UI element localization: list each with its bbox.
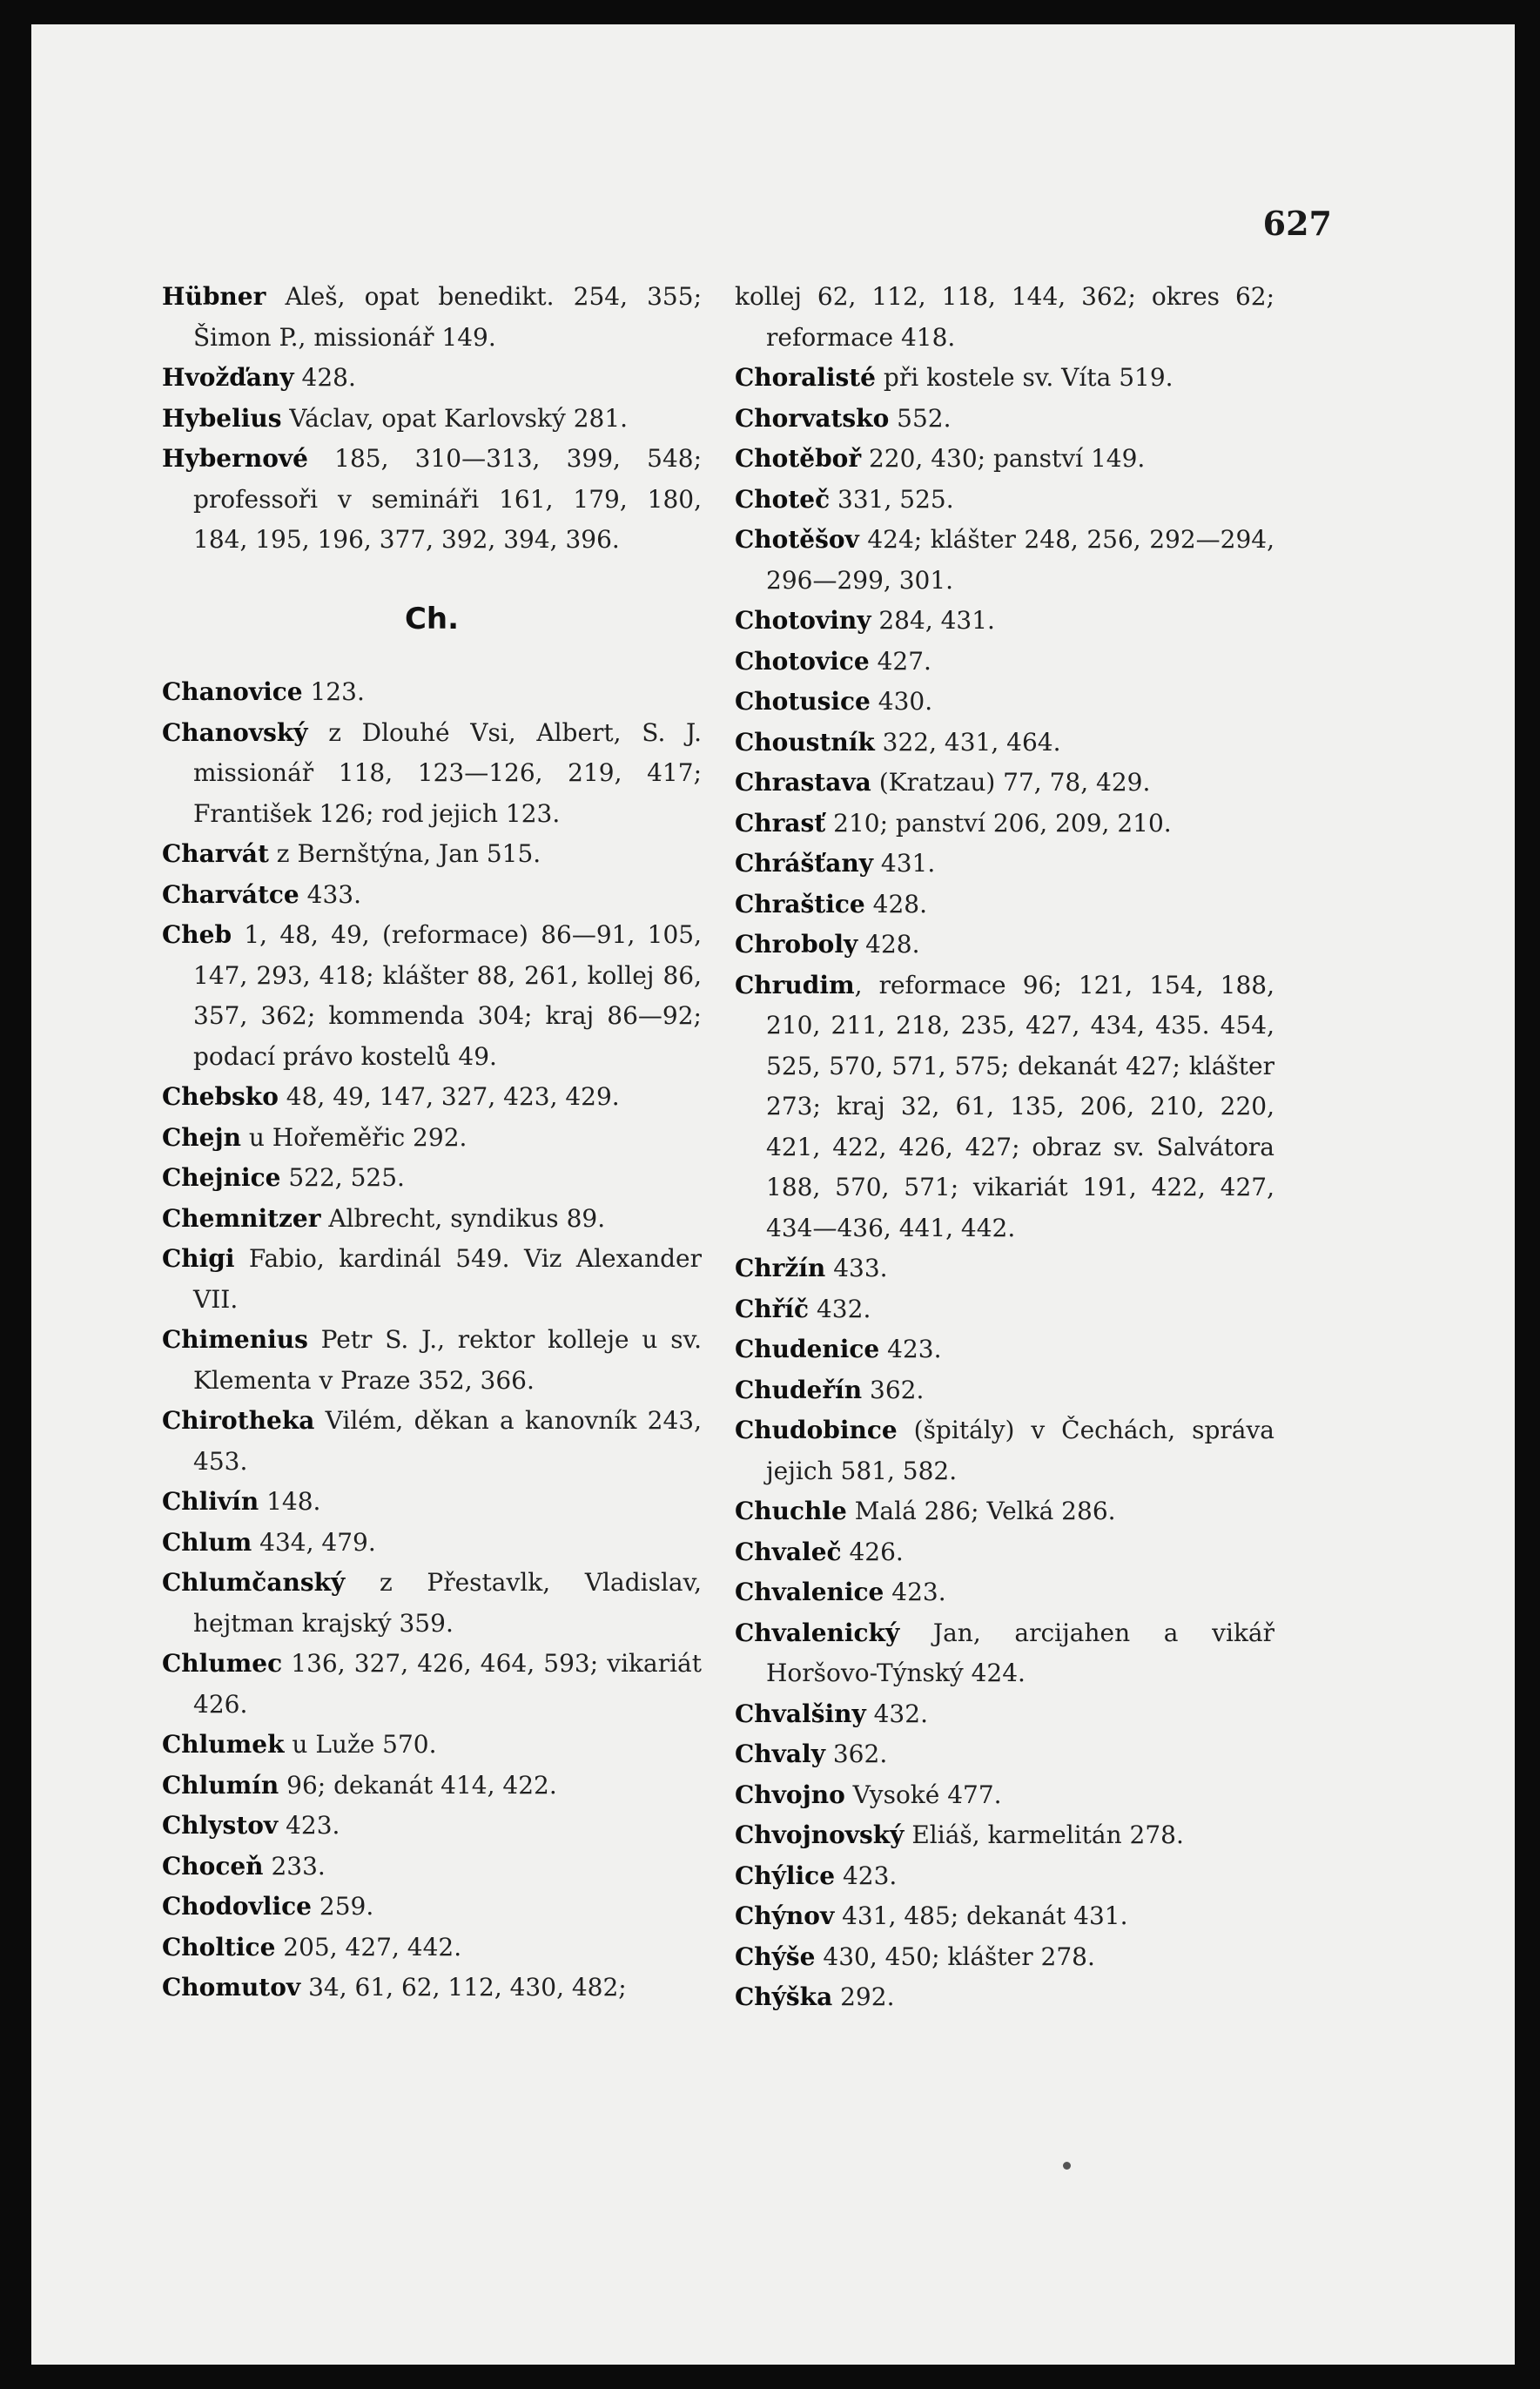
entry-references: 428.: [293, 363, 356, 392]
index-entry: [735, 520, 1274, 601]
entry-headword: Hübner: [162, 282, 266, 311]
entry-references: 433.: [299, 879, 361, 909]
entry-headword: Chotovice: [735, 646, 870, 676]
entry-headword: Chodovlice: [162, 1892, 312, 1921]
entry-headword: Hybernové: [162, 444, 308, 473]
entry-references: 428.: [864, 889, 927, 919]
index-entry: [162, 1887, 702, 1928]
index-entry: [162, 1239, 702, 1320]
entry-references: Petr S. J., rektor kolleje u sv. Klementa v Praze 352, 366.: [193, 1325, 702, 1395]
entry-references: 423.: [884, 1578, 946, 1606]
entry-headword: Chýlice: [735, 1861, 836, 1890]
index-entry: [162, 1199, 702, 1240]
entry-references: kollej 62, 112, 118, 144, 362; okres 62; reformace 418.: [735, 282, 1274, 352]
index-entry: [162, 672, 702, 713]
entry-headword: Chrudim: [735, 970, 855, 999]
index-entry: [162, 1725, 702, 1766]
entry-references: z Přestavlk, Vladislav, hejtman krajský 359.: [193, 1568, 702, 1638]
entry-headword: Chejn: [162, 1122, 241, 1152]
entry-references: 424; klášter 248, 256, 292—294, 296—299, 301.: [766, 525, 1274, 595]
index-entry: [735, 723, 1274, 764]
index-entry: [162, 399, 702, 440]
index-entry: [735, 1694, 1274, 1735]
entry-references: 522, 525.: [280, 1163, 405, 1192]
entry-references: (Kratzau) 77, 78, 429.: [871, 768, 1151, 797]
section-heading: Ch.: [404, 601, 460, 636]
index-entry: [735, 601, 1274, 642]
entry-references: z Bernštýna, Jan 515.: [268, 839, 541, 868]
entry-references: 432.: [865, 1699, 928, 1728]
entry-headword: Chlum: [162, 1527, 252, 1557]
index-entry: [735, 1937, 1274, 1978]
entry-headword: Chlivín: [162, 1487, 259, 1516]
entry-references: 48, 49, 147, 327, 423, 429.: [278, 1082, 620, 1111]
entry-references: 362.: [862, 1375, 925, 1404]
entry-references: Jan, arcijahen a vikář Horšovo-Týnský 424.: [766, 1618, 1274, 1687]
index-entry: [735, 804, 1274, 845]
index-entry: [735, 1734, 1274, 1775]
index-entry: [162, 1766, 702, 1807]
entry-headword: Chomutov: [162, 1973, 301, 2002]
entry-headword: Chraštice: [735, 889, 865, 919]
entry-references: Vysoké 477.: [844, 1780, 1002, 1809]
index-entry: [162, 713, 702, 835]
entry-headword: Chvaly: [735, 1740, 825, 1768]
entry-references: 428.: [857, 930, 920, 959]
entry-references: 552.: [889, 403, 952, 433]
entry-references: 423.: [879, 1335, 942, 1363]
entry-references: 210; panství 206, 209, 210.: [825, 808, 1172, 838]
entry-headword: Chýnov: [735, 1901, 835, 1930]
entry-headword: Chrášťany: [735, 849, 874, 878]
index-entry: [162, 875, 702, 916]
index-entry: [162, 1158, 702, 1199]
index-entry: [735, 439, 1274, 480]
entry-references: , reformace 96; 121, 154, 188, 210, 211, 218, 235, 427, 434, 435. 454, 525, 570, 571, 575; dekanát 427; klášter 273; kraj 32, 61, 135, 206, 210, 220, 421, 422, 426, 427; obraz sv. Salvátora 188, 570, 571; vikariát 191, 422, 427, 434—436, 441, 442.: [766, 970, 1274, 1242]
entry-references: 433.: [825, 1254, 888, 1282]
ink-smudge: [1063, 2162, 1071, 2170]
entry-headword: Chvalenický: [735, 1618, 900, 1647]
entry-headword: Chlystov: [162, 1811, 279, 1840]
entry-references: 423.: [278, 1811, 340, 1840]
entry-references: 123.: [302, 677, 365, 706]
entry-headword: Chotusice: [735, 687, 871, 716]
entry-headword: Hvožďany: [162, 363, 294, 392]
index-entry: [162, 1482, 702, 1523]
entry-references: Aleš, opat benedikt. 254, 355; Šimon P., missionář 149.: [193, 282, 702, 352]
entry-headword: Chlumec: [162, 1649, 283, 1678]
index-entry: [735, 1410, 1274, 1491]
entry-headword: Chýška: [735, 1982, 833, 2011]
entry-headword: Chemnitzer: [162, 1203, 321, 1233]
entry-headword: Chudeřín: [735, 1375, 863, 1404]
index-entry: [735, 682, 1274, 723]
index-entry: [162, 358, 702, 399]
entry-references: 431.: [873, 849, 936, 878]
index-entry: [735, 885, 1274, 925]
entry-headword: Choteč: [735, 484, 831, 514]
index-entry: [162, 915, 702, 1077]
index-entry: [162, 1968, 702, 2009]
entry-headword: Choceň: [162, 1851, 264, 1881]
entry-headword: Chvaleč: [735, 1537, 842, 1566]
index-entry: [735, 1977, 1274, 2018]
entry-references: 34, 61, 62, 112, 430, 482;: [300, 1973, 627, 2002]
entry-references: 205, 427, 442.: [275, 1932, 462, 1962]
index-entry: [735, 399, 1274, 440]
entry-headword: Chlumín: [162, 1770, 279, 1800]
index-entry: [162, 1806, 702, 1847]
entry-references: 426.: [841, 1537, 904, 1566]
entry-headword: Chrasť: [735, 808, 826, 838]
entry-headword: Chebsko: [162, 1082, 279, 1111]
entry-references: 220, 430; panství 149.: [861, 444, 1146, 473]
index-entry: [735, 1775, 1274, 1816]
entry-headword: Choustník: [735, 727, 875, 757]
entry-references: Albrecht, syndikus 89.: [320, 1203, 606, 1233]
entry-headword: Chorvatsko: [735, 403, 890, 433]
entries-before-heading: [162, 277, 702, 561]
entry-references: 432.: [809, 1294, 871, 1323]
entry-headword: Chlumčanský: [162, 1568, 346, 1597]
entry-headword: Chanovice: [162, 677, 303, 706]
entry-references: Fabio, kardinál 549. Viz Alexander VII.: [193, 1244, 702, 1314]
entry-references: 284, 431.: [871, 606, 995, 635]
entry-references: (špitály) v Čechách, správa jejich 581, 582.: [766, 1416, 1274, 1485]
entry-headword: Chudobince: [735, 1416, 898, 1444]
index-entry: [162, 277, 702, 358]
entry-headword: Chuchle: [735, 1497, 847, 1525]
index-entry: [735, 1856, 1274, 1897]
index-entry: [162, 1077, 702, 1118]
entry-references: 331, 525.: [830, 484, 954, 514]
entry-references: 233.: [263, 1851, 326, 1881]
entry-headword: Charvát: [162, 839, 269, 868]
index-entry: [735, 277, 1274, 358]
entry-headword: Chříč: [735, 1294, 810, 1323]
index-entry: [735, 1532, 1274, 1573]
entry-headword: Choralisté: [735, 363, 876, 392]
index-entry: [735, 844, 1274, 885]
index-entry: [735, 1896, 1274, 1937]
entry-references: 427.: [869, 646, 931, 676]
entry-headword: Chrastava: [735, 768, 871, 797]
entry-references: 96; dekanát 414, 422.: [279, 1770, 557, 1800]
entry-headword: Chlumek: [162, 1730, 285, 1759]
index-entry: [162, 1401, 702, 1482]
entry-references: 292.: [832, 1982, 895, 2011]
index-entry: [735, 966, 1274, 1249]
index-entry: [162, 834, 702, 875]
entry-references: Eliáš, karmelitán 278.: [904, 1820, 1184, 1849]
index-entry: [162, 1523, 702, 1564]
index-entry: [735, 1613, 1274, 1694]
index-entry: [735, 1289, 1274, 1330]
index-column-left: [162, 277, 702, 2009]
index-column-right: [735, 277, 1274, 2018]
entry-headword: Chýše: [735, 1941, 816, 1971]
entry-references: 423.: [835, 1861, 898, 1890]
index-entry: [162, 439, 702, 561]
index-entry: [162, 1118, 702, 1159]
entry-references: Malá 286; Velká 286.: [846, 1497, 1116, 1525]
entry-headword: Chimenius: [162, 1325, 308, 1354]
entries-right: [735, 277, 1274, 2018]
entry-references: 259.: [311, 1892, 374, 1921]
entry-references: u Hořeměřic 292.: [240, 1122, 467, 1152]
entry-references: 1, 48, 49, (reformace) 86—91, 105, 147, 293, 418; klášter 88, 261, kollej 86, 357, 362; kommenda 304; kraj 86—92; podací právo kostelů 49.: [193, 920, 702, 1071]
entry-references: 148.: [259, 1487, 321, 1516]
entry-headword: Choltice: [162, 1932, 276, 1962]
index-entry: [735, 925, 1274, 966]
entry-references: 322, 431, 464.: [874, 727, 1061, 757]
entry-headword: Chejnice: [162, 1163, 281, 1192]
index-entry: [162, 1320, 702, 1401]
entry-headword: Chigi: [162, 1244, 235, 1273]
entry-headword: Charvátce: [162, 879, 299, 909]
entry-references: Václav, opat Karlovský 281.: [281, 403, 629, 433]
index-entry: [162, 1847, 702, 1888]
index-entry: [735, 1248, 1274, 1289]
entry-headword: Chvalenice: [735, 1578, 884, 1606]
entry-references: 136, 327, 426, 464, 593; vikariát 426.: [193, 1649, 702, 1719]
index-entry: [735, 1815, 1274, 1856]
index-entry: [735, 1370, 1274, 1411]
entry-headword: Chvalšiny: [735, 1699, 866, 1728]
entry-headword: Chotoviny: [735, 606, 871, 635]
index-entry: [735, 1329, 1274, 1370]
entry-headword: Cheb: [162, 920, 232, 949]
book-page: [31, 24, 1515, 2365]
entry-headword: Chudenice: [735, 1335, 880, 1363]
entry-references: při kostele sv. Víta 519.: [876, 363, 1173, 392]
entry-headword: Chvojnovský: [735, 1820, 904, 1849]
entry-headword: Chanovský: [162, 717, 308, 747]
entry-references: 362.: [824, 1740, 888, 1768]
entry-references: z Dlouhé Vsi, Albert, S. J. missionář 118, 123—126, 219, 417; František 126; rod jejich 123.: [193, 717, 702, 828]
entry-headword: Chotěboř: [735, 444, 862, 473]
entry-references: u Luže 570.: [284, 1730, 437, 1759]
entries-after-heading: [162, 672, 702, 2009]
index-entry: [735, 1572, 1274, 1613]
index-entry: [735, 358, 1274, 399]
entry-headword: Chržín: [735, 1254, 826, 1282]
index-entry: [735, 763, 1274, 804]
index-entry: [735, 1491, 1274, 1532]
index-entry: [735, 480, 1274, 521]
entry-references: Vilém, děkan a kanovník 243, 453.: [193, 1406, 702, 1476]
entry-references: 185, 310—313, 399, 548; professoři v semináři 161, 179, 180, 184, 195, 196, 377, 392, 394, 396.: [193, 444, 702, 554]
entry-references: 430.: [870, 687, 933, 716]
entry-references: 430, 450; klášter 278.: [815, 1941, 1095, 1971]
index-entry: [162, 1563, 702, 1644]
entry-references: 434, 479.: [252, 1527, 376, 1557]
page-number: 627: [1262, 204, 1332, 243]
index-entry: [162, 1928, 702, 1968]
entry-headword: Chvojno: [735, 1780, 845, 1809]
index-entry: [162, 1644, 702, 1725]
entry-headword: Chroboly: [735, 930, 858, 959]
entry-headword: Hybelius: [162, 403, 282, 433]
index-entry: [735, 642, 1274, 683]
entry-headword: Chotěšov: [735, 525, 859, 554]
entry-headword: Chirotheka: [162, 1406, 315, 1435]
entry-references: 431, 485; dekanát 431.: [834, 1901, 1128, 1930]
